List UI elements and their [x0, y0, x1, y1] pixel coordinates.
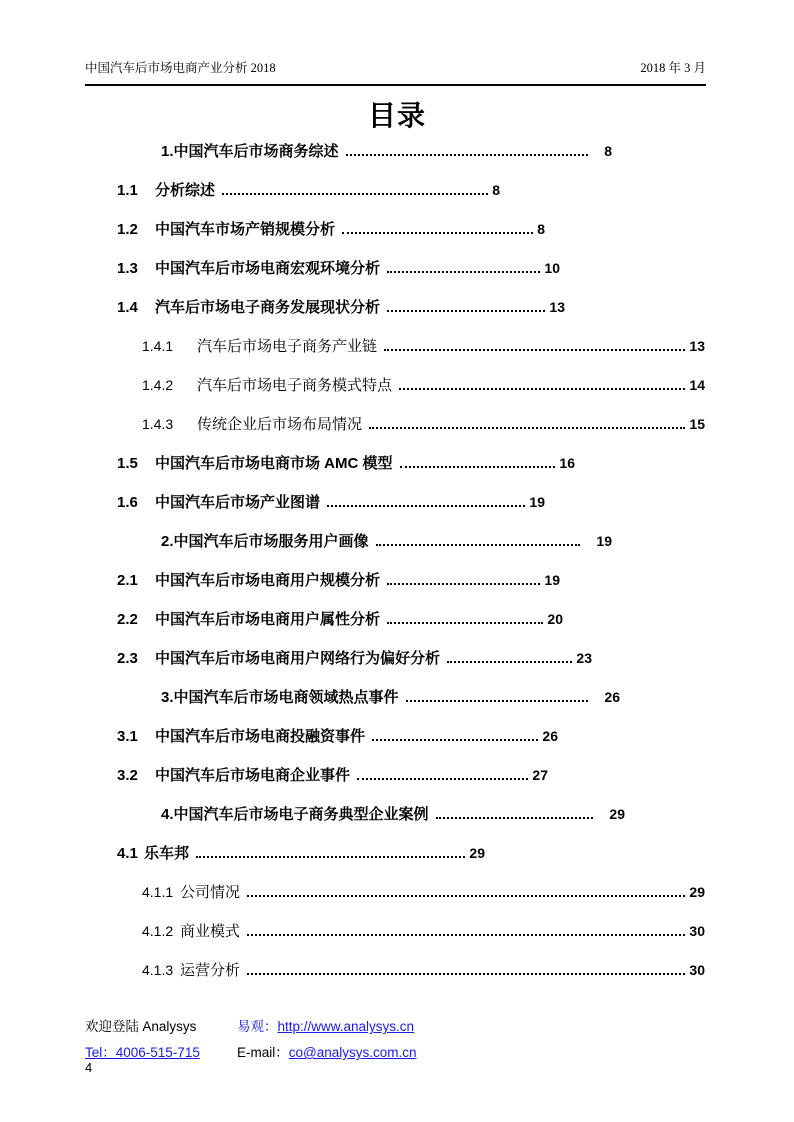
toc-entry-1-5 [85, 452, 575, 475]
toc-entry-label: 分析综述 [155, 182, 216, 199]
toc-entry-label: 传统企业后市场布局情况 [197, 417, 363, 433]
toc-entry-label: 中国汽车后市场电商企业事件 [155, 767, 351, 784]
toc-entry-3-2 [85, 764, 548, 787]
dot-leader [372, 739, 538, 741]
toc-entry-label: 汽车后市场电子商务模式特点 [197, 378, 393, 394]
toc-title: 目录 [367, 100, 426, 131]
toc-entry-1-6 [85, 491, 545, 514]
toc-entry-4-1-2 [85, 920, 705, 943]
toc-entry-label: 1.中国汽车后市场商务综述 [161, 143, 339, 160]
toc-entry-page: 20 [547, 611, 563, 627]
toc-entry-4-1-1 [85, 881, 705, 904]
toc-entry-number: 1.2 [117, 221, 138, 238]
dot-leader [387, 583, 540, 585]
toc-entry-2-3 [85, 647, 592, 670]
header-divider [85, 84, 706, 86]
dot-leader [247, 973, 685, 975]
toc-entry-number: 1.6 [117, 494, 138, 511]
dot-leader [346, 154, 589, 156]
toc-entry-number: 1.5 [117, 455, 138, 472]
toc-entry-label: 中国汽车后市场电商市场 AMC 模型 [155, 455, 393, 472]
toc-entry-label: 公司情况 [180, 885, 241, 901]
footer-welcome-text: 欢迎登陆 [85, 1019, 139, 1034]
toc-entry-page: 30 [689, 962, 705, 978]
toc-entry-page: 10 [544, 260, 560, 276]
dot-leader [447, 661, 572, 663]
toc-entry-chapter-4 [85, 803, 625, 826]
dot-leader [387, 622, 543, 624]
toc-entry-number: 1.4.2 [142, 377, 174, 393]
header-report-title: 中国汽车后市场电商产业分析 2018 [85, 61, 276, 75]
toc-entry-number: 1.4.3 [142, 416, 174, 432]
footer-website-link[interactable]: http://www.analysys.cn [277, 1019, 415, 1034]
dot-leader [196, 856, 465, 858]
toc-entry-4-1-3 [85, 959, 705, 982]
dot-leader [436, 817, 594, 819]
toc-entry-chapter-1 [85, 140, 612, 163]
toc-entry-1-3 [85, 257, 560, 280]
toc-entry-number: 2.3 [117, 650, 138, 667]
toc-entry-page: 23 [576, 650, 592, 666]
table-of-contents [85, 140, 705, 998]
toc-entry-page: 26 [542, 728, 558, 744]
toc-entry-page: 19 [544, 572, 560, 588]
toc-entry-1-4-1 [85, 335, 705, 358]
toc-entry-page: 29 [609, 806, 625, 822]
toc-entry-label: 汽车后市场电子商务发展现状分析 [155, 299, 381, 316]
toc-entry-page: 13 [689, 338, 705, 354]
toc-entry-1-1 [85, 179, 500, 202]
dot-leader [369, 427, 685, 429]
page-number: 4 [85, 1060, 93, 1075]
dot-leader [357, 778, 528, 780]
toc-entry-chapter-3 [85, 686, 620, 709]
toc-entry-number: 4.1.1 [142, 884, 174, 900]
toc-entry-page: 29 [689, 884, 705, 900]
dot-leader [406, 700, 589, 702]
dot-leader [247, 934, 685, 936]
toc-entry-page: 16 [559, 455, 575, 471]
toc-entry-number: 3.1 [117, 728, 138, 745]
toc-entry-label: 4.中国汽车后市场电子商务典型企业案例 [161, 806, 429, 823]
toc-entry-label: 中国汽车后市场电商用户网络行为偏好分析 [155, 650, 441, 667]
footer-email-label: E-mail： [237, 1045, 289, 1060]
toc-entry-page: 19 [529, 494, 545, 510]
header-date: 2018 年 3 月 [640, 61, 706, 75]
toc-entry-page: 26 [604, 689, 620, 705]
toc-entry-chapter-2 [85, 530, 612, 553]
toc-entry-label: 中国汽车后市场电商宏观环境分析 [155, 260, 381, 277]
toc-entry-number: 1.4 [117, 299, 138, 316]
toc-entry-label: 中国汽车后市场电商投融资事件 [155, 728, 366, 745]
dot-leader [387, 310, 545, 312]
dot-leader [342, 232, 533, 234]
toc-entry-1-4-2 [85, 374, 705, 397]
toc-entry-label: 中国汽车后市场电商用户规模分析 [155, 572, 381, 589]
toc-entry-4-1 [85, 842, 485, 865]
dot-leader [384, 349, 685, 351]
toc-entry-number: 2.1 [117, 572, 138, 589]
toc-entry-number: 2.2 [117, 611, 138, 628]
toc-entry-page: 8 [604, 143, 612, 159]
toc-entry-label: 中国汽车后市场产业图谱 [155, 494, 321, 511]
footer-brand: Analysys [142, 1019, 197, 1034]
toc-entry-number: 4.1.3 [142, 962, 174, 978]
toc-entry-label: 3.中国汽车后市场电商领域热点事件 [161, 689, 399, 706]
toc-entry-label: 汽车后市场电子商务产业链 [197, 339, 378, 355]
footer-row-2 [85, 1040, 417, 1066]
toc-entry-page: 30 [689, 923, 705, 939]
footer-email-link[interactable]: co@analysys.com.cn [288, 1045, 417, 1060]
toc-entry-1-4-3 [85, 413, 705, 436]
toc-entry-label: 乐车邦 [144, 845, 190, 862]
toc-entry-label: 运营分析 [180, 963, 241, 979]
toc-entry-number: 3.2 [117, 767, 138, 784]
footer-yiguan-label: 易观： [237, 1019, 278, 1034]
toc-entry-page: 13 [549, 299, 565, 315]
dot-leader [399, 388, 685, 390]
toc-entry-label: 中国汽车后市场电商用户属性分析 [155, 611, 381, 628]
dot-leader [247, 895, 685, 897]
footer-tel [85, 1040, 237, 1066]
toc-entry-page: 19 [596, 533, 612, 549]
toc-entry-page: 29 [469, 845, 485, 861]
toc-entry-label: 中国汽车市场产销规模分析 [155, 221, 336, 238]
footer-tel-link[interactable]: Tel：4006-515-715 [85, 1045, 200, 1060]
page-footer [85, 1014, 417, 1066]
toc-entry-number: 4.1 [117, 845, 138, 862]
dot-leader [387, 271, 540, 273]
toc-entry-page: 15 [689, 416, 705, 432]
toc-entry-page: 14 [689, 377, 705, 393]
footer-welcome [85, 1014, 237, 1040]
toc-entry-3-1 [85, 725, 558, 748]
toc-entry-1-2 [85, 218, 545, 241]
dot-leader [376, 544, 581, 546]
dot-leader [222, 193, 488, 195]
toc-entry-page: 8 [537, 221, 545, 237]
toc-entry-1-4 [85, 296, 565, 319]
toc-entry-number: 1.1 [117, 182, 138, 199]
toc-entry-2-2 [85, 608, 563, 631]
dot-leader [327, 505, 525, 507]
dot-leader [400, 466, 556, 468]
toc-entry-number: 1.4.1 [142, 338, 174, 354]
toc-entry-page: 8 [492, 182, 500, 198]
toc-entry-2-1 [85, 569, 560, 592]
toc-entry-number: 4.1.2 [142, 923, 174, 939]
toc-entry-label: 商业模式 [180, 924, 241, 940]
footer-row-1 [85, 1014, 417, 1040]
toc-entry-page: 27 [532, 767, 548, 783]
toc-entry-label: 2.中国汽车后市场服务用户画像 [161, 533, 369, 550]
toc-entry-number: 1.3 [117, 260, 138, 277]
page-header [85, 58, 706, 76]
